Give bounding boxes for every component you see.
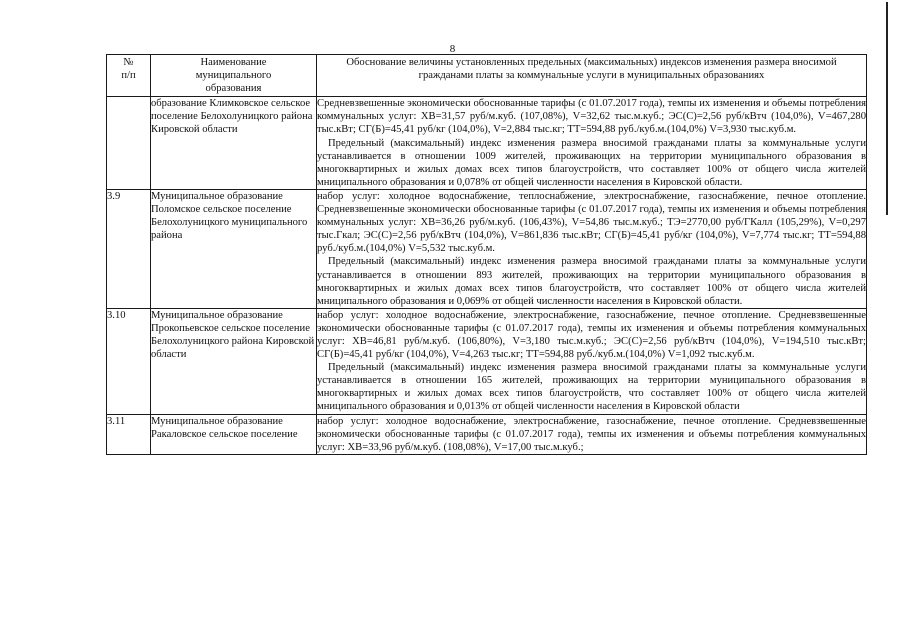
tariff-paragraph: набор услуг: холодное водоснабжение, электроснабжение, газоснабжение, печное отопление. Средневзвешенные экономически обоснованные тарифы (с 01.07.2017 года), темпы их изменения и объемы потребления коммунальных услуг: ХВ=46,81 руб/м.куб. (106,80%), V=3,180 тыс.м.куб.; ЭС(С)=2,56 руб/кВтч (104,0%), V=194,510 тыс.кВт; СГ(Б)=45,41 руб/кг (104,0%), V=4,263 тыс.кг; ТТ=594,88 руб./куб.м.(104,0%) V=1,092 тыс.куб.м. <box>317 309 866 361</box>
header-name: Наименование муниципального образования <box>195 57 272 95</box>
tariff-table <box>106 54 867 455</box>
table-header-row <box>107 55 867 97</box>
header-desc-cell <box>317 55 867 97</box>
table-row <box>107 97 867 190</box>
header-name-cell <box>151 55 317 97</box>
row-description <box>317 97 867 190</box>
header-num: № п/п <box>121 57 136 81</box>
header-desc: Обоснование величины установленных предельных (максимальных) индексов изменения размера вносимой гражданами платы за коммунальные услуги в муниципальных образованиях <box>346 57 837 82</box>
table-row <box>107 414 867 454</box>
row-num: 3.11 <box>107 414 151 454</box>
page-number: 8 <box>449 43 456 55</box>
tariff-paragraph: набор услуг: холодное водоснабжение, теплоснабжение, электроснабжение, газоснабжение, печное отопление. Средневзвешенные экономически обоснованные тарифы (с 01.07.2017 года), темпы их изменения и объемы потребления коммунальных услуг: ХВ=36,26 руб/м.куб. (106,43%), V=54,86 тыс.м.куб.; ТЭ=2770,00 руб/ГКалл (105,29%), V=0,297 тыс.Гкал; ЭС(С)=2,56 руб/кВтч (104,0%), V=861,836 тыс.кВт; СГ(Б)=45,41 руб/кг (104,0%), V=7,774 тыс.кг; ТТ=594,88 руб./куб.м.(104,0%) V=5,532 тыс.куб.м. <box>317 190 866 255</box>
scan-edge-line <box>886 2 888 215</box>
row-description <box>317 308 867 414</box>
index-paragraph: Предельный (максимальный) индекс изменения размера вносимой гражданами платы за коммунальные услуги устанавливается в отношении 1009 жителей, проживающих на территории муниципального образования в многоквартирных и жилых домах всех типов благоустройств, что составляет 100% от общего числа жителей мниципального образования и 0,078% от общей численности населения в Кировской области. <box>317 137 866 188</box>
row-municipality-name: образование Климковское сельское поселение Белохолуницкого района Кировской области <box>151 97 317 190</box>
row-num: 3.10 <box>107 308 151 414</box>
row-municipality-name: Муниципальное образование Ракаловское сельское поселение <box>151 414 317 454</box>
row-description <box>317 189 867 308</box>
tariff-paragraph: Средневзвешенные экономически обоснованные тарифы (с 01.07.2017 года), темпы их изменения и объемы потребления коммунальных услуг: ХВ=31,57 руб/м.куб. (107,08%), V=32,62 тыс.м.куб.; ЭС(С)=2,56 руб/кВтч (104,0%), V=467,280 тыс.кВт; СГ(Б)=45,41 руб/кг (104,0%), V=2,884 тыс.кг; ТТ=594,88 руб./куб.м.(104,0%) V=3,930 тыс.куб.м. <box>317 98 866 136</box>
table-row <box>107 189 867 308</box>
index-paragraph: Предельный (максимальный) индекс изменения размера вносимой гражданами платы за коммунальные услуги устанавливается в отношении 893 жителей, проживающих на территории муниципального образования в многоквартирных и жилых домах всех типов благоустройств, что составляет 100% от общего числа жителей мниципального образования и 0,069% от общей численности населения в Кировской области. <box>317 256 866 307</box>
row-description <box>317 414 867 454</box>
tariff-paragraph: набор услуг: холодное водоснабжение, электроснабжение, газоснабжение, печное отопление. Средневзвешенные экономически обоснованные тарифы (с 01.07.2017 года), темпы их изменения и объемы потребления коммунальных услуг: ХВ=33,96 руб/м.куб. (108,08%), V=17,00 тыс.м.куб.; <box>317 415 866 453</box>
index-paragraph: Предельный (максимальный) индекс изменения размера вносимой гражданами платы за коммунальные услуги устанавливается в отношении 165 жителей, проживающих на территории муниципального образования в многоквартирных и жилых домах всех типов благоустройств, что составляет 100% от общего числа жителей мниципального образования и 0,013% от общей численности населения в Кировской области <box>317 362 866 413</box>
table-row <box>107 308 867 414</box>
row-num: 3.9 <box>107 189 151 308</box>
header-num-cell <box>107 55 151 97</box>
row-num <box>107 97 151 190</box>
row-municipality-name: Муниципальное образование Прокопьевское сельское поселение Белохолуницкого района Кировской области <box>151 308 317 414</box>
row-municipality-name: Муниципальное образование Поломское сельское поселение Белохолуницкого муниципального района <box>151 189 317 308</box>
